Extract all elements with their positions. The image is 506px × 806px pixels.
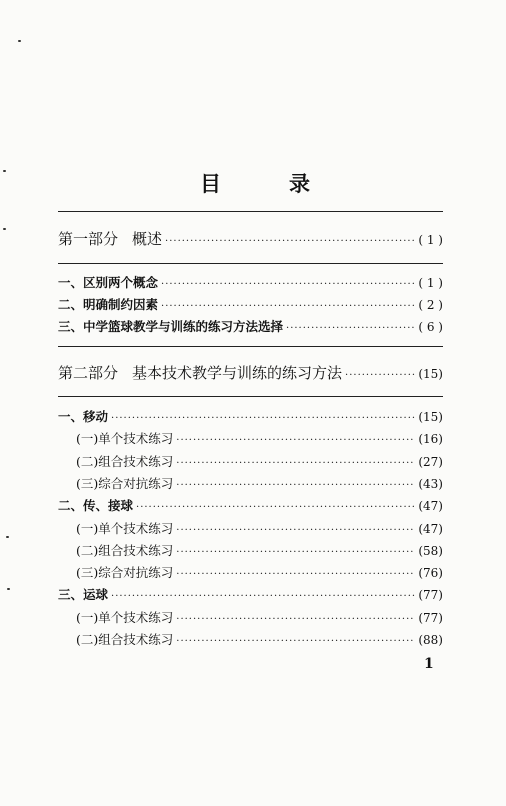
page-ref: (77)	[418, 588, 443, 603]
page-ref: (27)	[418, 454, 443, 469]
scan-speck	[3, 228, 6, 230]
page-title	[200, 168, 310, 198]
leader-dots	[176, 547, 415, 558]
page-ref: (43)	[418, 476, 443, 491]
scan-speck	[6, 536, 9, 538]
title-char-left: 目	[200, 172, 221, 196]
section-label: 三、运球	[58, 587, 109, 603]
subsection-label: (二)组合技术练习	[76, 453, 174, 469]
page-ref: ( 1 )	[418, 276, 443, 290]
subsection-label: (二)组合技术练习	[76, 632, 174, 647]
leader-dots	[136, 502, 415, 513]
title-char-right: 录	[289, 172, 310, 196]
scan-speck	[3, 170, 6, 172]
divider-top-part2	[58, 346, 443, 347]
part-number: 第一部分	[58, 230, 119, 248]
leader-dots	[176, 525, 415, 536]
leader-dots	[286, 323, 415, 334]
subsection-label: (一)单个技术练习	[76, 609, 174, 625]
toc-section	[58, 496, 443, 514]
page-ref: (15)	[418, 410, 443, 424]
subsection-label: (三)综合对抗练习	[76, 475, 174, 491]
page-ref: ( 2 )	[418, 298, 443, 312]
toc-part-1	[58, 228, 443, 250]
leader-dots	[176, 636, 415, 647]
page-ref: (76)	[418, 566, 443, 581]
page-ref: ( 6 )	[418, 320, 443, 334]
page-ref: (58)	[418, 543, 443, 558]
page-ref: (77)	[418, 610, 443, 625]
toc-section	[58, 585, 443, 603]
leader-dots	[111, 591, 415, 602]
page-ref: (88)	[418, 633, 443, 647]
scan-speck	[7, 588, 10, 590]
leader-dots	[111, 413, 415, 424]
toc-section	[58, 317, 443, 335]
divider-top-part1	[58, 211, 443, 212]
leader-dots	[176, 458, 415, 469]
toc-subsection	[76, 519, 443, 537]
toc-subsection	[76, 452, 443, 470]
toc-section	[58, 273, 443, 291]
toc-subsection	[76, 541, 443, 559]
leader-dots	[176, 614, 415, 625]
toc-subsection	[76, 429, 443, 447]
section-label: 三、中学篮球教学与训练的练习方法选择	[58, 319, 284, 334]
toc-subsection	[76, 563, 443, 581]
page-ref: (15)	[418, 367, 443, 381]
leader-dots	[161, 301, 415, 312]
part-number: 第二部分	[58, 364, 119, 382]
leader-dots	[176, 480, 415, 491]
toc-section	[58, 407, 443, 425]
page-ref: (47)	[418, 499, 443, 514]
section-label: 一、移动	[58, 409, 109, 424]
divider-bottom-part2	[58, 396, 443, 397]
toc-subsection	[76, 608, 443, 626]
leader-dots	[176, 569, 415, 580]
leader-dots	[176, 435, 415, 446]
page-number: 1	[424, 656, 434, 672]
page-ref: ( 1 )	[418, 233, 443, 247]
subsection-label: (一)单个技术练习	[76, 431, 174, 447]
leader-dots	[165, 236, 415, 247]
toc-subsection	[76, 630, 443, 648]
scan-speck	[18, 40, 21, 42]
page-ref: (47)	[418, 521, 443, 536]
divider-bottom-part1	[58, 263, 443, 264]
leader-dots	[345, 370, 415, 381]
toc-subsection	[76, 474, 443, 492]
subsection-label: (一)单个技术练习	[76, 520, 174, 536]
leader-dots	[161, 279, 415, 290]
toc-part-2	[58, 362, 443, 384]
part-title: 概述	[132, 230, 163, 248]
subsection-label: (二)组合技术练习	[76, 542, 174, 558]
toc-section	[58, 295, 443, 313]
subsection-label: (三)综合对抗练习	[76, 565, 174, 581]
part-title: 基本技术教学与训练的练习方法	[132, 364, 343, 382]
section-label: 二、传、接球	[58, 498, 134, 514]
section-label: 一、区别两个概念	[58, 275, 159, 290]
section-label: 二、明确制约因素	[58, 297, 159, 312]
page-ref: (16)	[418, 432, 443, 447]
